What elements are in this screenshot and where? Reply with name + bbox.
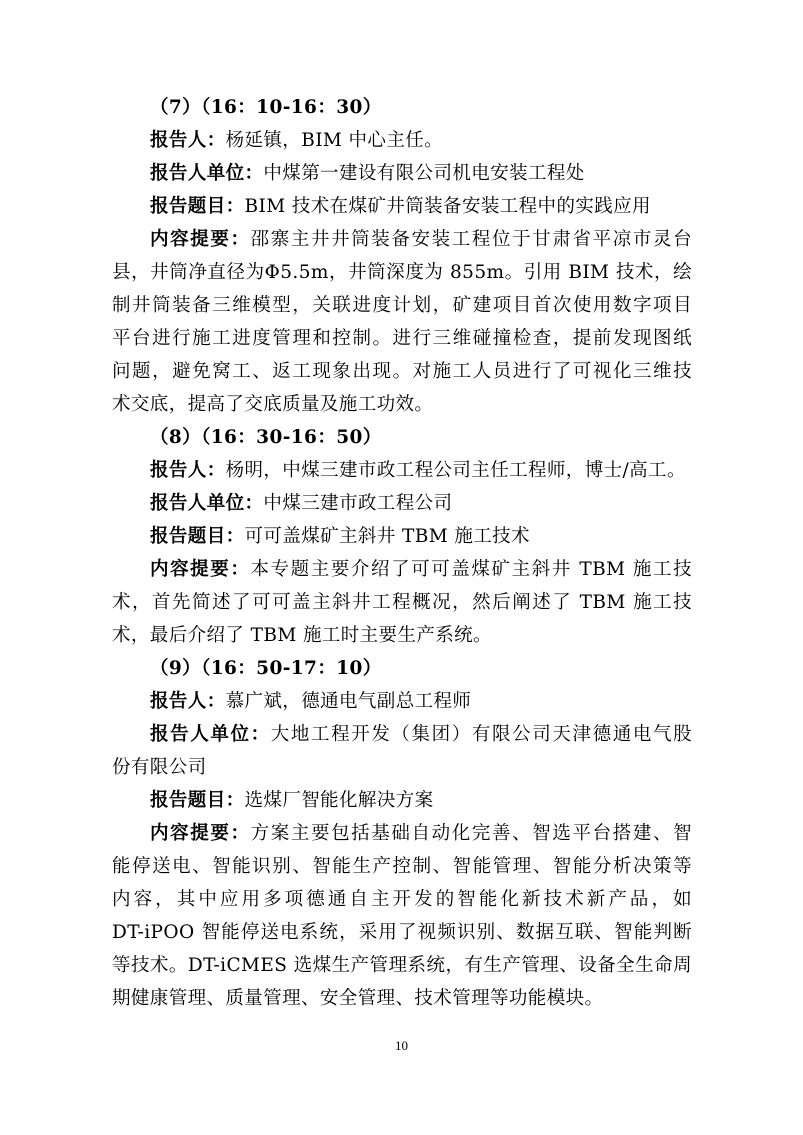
talk-9-abstract-line: 内容，其中应用多项德通自主开发的智能化新技术新产品，如 bbox=[112, 889, 692, 910]
unit-value: 中煤三建市政工程公司 bbox=[263, 493, 453, 514]
talk-9-abstract-line: DT-iPOO 智能停送电系统，采用了视频识别、数据互联、智能判断 bbox=[112, 922, 692, 943]
unit-label: 报告人单位： bbox=[150, 493, 264, 514]
talk-8-abstract-line: 术，最后介绍了 TBM 施工时主要生产系统。 bbox=[112, 625, 492, 646]
talk-9-unit bbox=[150, 720, 692, 750]
reporter-label: 报告人： bbox=[150, 691, 226, 712]
abstract-text: 邵寨主井井筒装备安装工程位于甘肃省平凉市灵台 bbox=[250, 229, 692, 250]
talk-7-reporter bbox=[150, 126, 692, 156]
unit-label: 报告人单位： bbox=[150, 724, 271, 745]
page-number: 10 bbox=[395, 1038, 408, 1053]
unit-label: 报告人单位： bbox=[150, 163, 264, 184]
reporter-value: 杨明，中煤三建市政工程公司主任工程师，博士/高工。 bbox=[225, 460, 686, 481]
talk-7-unit bbox=[150, 159, 692, 189]
talk-9-reporter bbox=[150, 687, 692, 717]
unit-value: 中煤第一建设有限公司机电安装工程处 bbox=[263, 163, 585, 184]
talk-9-abstract-line bbox=[150, 819, 692, 849]
title-label: 报告题目： bbox=[150, 526, 245, 547]
reporter-label: 报告人： bbox=[150, 460, 226, 481]
talk-7-time: （7）（16：10-16：30） bbox=[150, 97, 382, 118]
title-value: 可可盖煤矿主斜井 TBM 施工技术 bbox=[244, 526, 530, 547]
abstract-text: 本专题主要介绍了可可盖煤矿主斜井 TBM 施工技 bbox=[250, 559, 692, 580]
abstract-label: 内容提要： bbox=[150, 229, 251, 250]
talk-9-abstract-line: 期健康管理、质量管理、安全管理、技术管理等功能模块。 bbox=[112, 988, 604, 1009]
talk-8-reporter bbox=[150, 456, 692, 486]
title-value: BIM 技术在煤矿井筒装备安装工程中的实践应用 bbox=[244, 196, 651, 217]
title-label: 报告题目： bbox=[150, 196, 245, 217]
talk-8-title bbox=[150, 522, 692, 552]
title-value: 选煤厂智能化解决方案 bbox=[244, 790, 434, 811]
talk-9-unit-cont: 份有限公司 bbox=[112, 757, 207, 778]
reporter-label: 报告人： bbox=[150, 130, 226, 151]
abstract-label: 内容提要： bbox=[150, 559, 251, 580]
talk-7-title bbox=[150, 192, 692, 222]
talk-8-unit bbox=[150, 489, 692, 519]
talk-7-abstract-line bbox=[150, 225, 692, 255]
reporter-value: 慕广斌，德通电气副总工程师 bbox=[225, 691, 472, 712]
talk-7-abstract-line: 问题，避免窝工、返工现象出现。对施工人员进行了可视化三维技 bbox=[112, 361, 692, 382]
talk-7-abstract-line: 术交底，提高了交底质量及施工功效。 bbox=[112, 394, 434, 415]
talk-9-abstract-line: 能停送电、智能识别、智能生产控制、智能管理、智能分析决策等 bbox=[112, 856, 692, 877]
talk-7-abstract-line: 制井筒装备三维模型，关联进度计划，矿建项目首次使用数字项目 bbox=[112, 295, 692, 316]
unit-value: 大地工程开发（集团）有限公司天津德通电气股 bbox=[270, 724, 692, 745]
abstract-text: 方案主要包括基础自动化完善、智选平台搭建、智 bbox=[250, 823, 692, 844]
talk-9-time: （9）（16：50-17：10） bbox=[150, 658, 382, 679]
talk-8-abstract-line bbox=[150, 555, 692, 585]
talk-8-time: （8）（16：30-16：50） bbox=[150, 427, 382, 448]
talk-7-abstract-line: 县，井筒净直径为Φ5.5m，井筒深度为 855m。引用 BIM 技术，绘 bbox=[112, 262, 692, 283]
talk-8-abstract-line: 术，首先简述了可可盖主斜井工程概况，然后阐述了 TBM 施工技 bbox=[112, 592, 692, 613]
talk-9-abstract-line: 等技术。DT-iCMES 选煤生产管理系统，有生产管理、设备全生命周 bbox=[112, 955, 692, 976]
talk-9-title bbox=[150, 786, 692, 816]
abstract-label: 内容提要： bbox=[150, 823, 251, 844]
talk-7-abstract-line: 平台进行施工进度管理和控制。进行三维碰撞检查，提前发现图纸 bbox=[112, 328, 692, 349]
title-label: 报告题目： bbox=[150, 790, 245, 811]
reporter-value: 杨延镇，BIM 中心主任。 bbox=[225, 130, 444, 151]
